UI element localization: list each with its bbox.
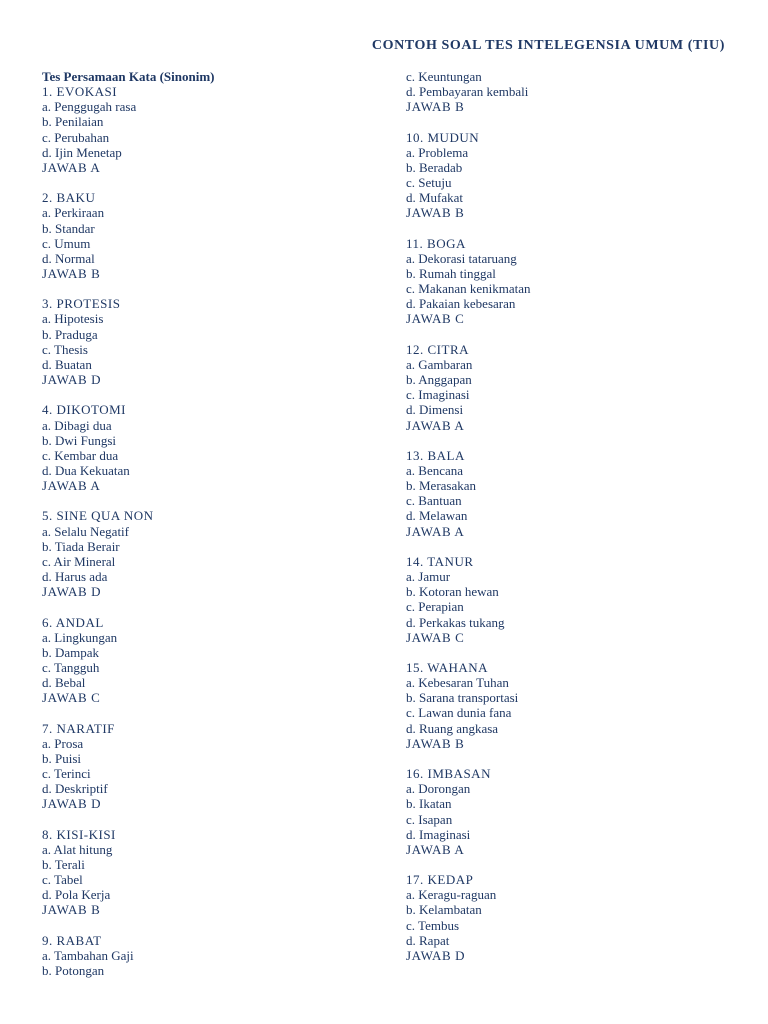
option-line: b. Tiada Berair xyxy=(42,538,120,554)
option-line: b. Kotoran hewan xyxy=(406,584,499,600)
question-title: 13. BALA xyxy=(406,447,465,463)
option-line: a. Lingkungan xyxy=(42,629,118,645)
option-line: c. Terinci xyxy=(42,766,91,782)
option-line: a. Dorongan xyxy=(406,781,471,797)
option-line: c. Tembus xyxy=(406,917,460,933)
option-line: b. Puisi xyxy=(42,750,82,766)
left-column xyxy=(42,69,362,978)
option-line: d. Dua Kekuatan xyxy=(42,463,130,479)
option-line: d. Melawan xyxy=(406,508,468,524)
option-line: a. Keragu-raguan xyxy=(406,887,497,903)
answer-line: JAWAB C xyxy=(406,629,465,645)
option-line: d. Ijin Menetap xyxy=(42,144,122,160)
option-line: c. Thesis xyxy=(42,341,88,357)
question-block xyxy=(406,236,726,327)
question-block xyxy=(42,827,362,918)
answer-line: JAWAB D xyxy=(406,947,466,963)
option-line: c. Imaginasi xyxy=(406,387,470,403)
option-line: b. Kelambatan xyxy=(406,902,482,918)
question-title: 16. IMBASAN xyxy=(406,766,491,782)
question-block xyxy=(42,190,362,281)
answer-line: JAWAB B xyxy=(42,902,101,918)
answer-line: JAWAB A xyxy=(406,841,465,857)
option-line: a. Dibagi dua xyxy=(42,417,112,433)
option-line: b. Merasakan xyxy=(406,478,477,494)
question-title: 7. NARATIF xyxy=(42,720,115,736)
option-line: a. Jamur xyxy=(406,569,451,585)
question-block xyxy=(42,296,362,387)
right-column xyxy=(406,69,726,963)
answer-line: JAWAB B xyxy=(406,735,465,751)
question-list-left xyxy=(42,84,362,978)
answer-line: JAWAB D xyxy=(42,796,102,812)
option-line: a. Problema xyxy=(406,144,469,160)
answer-line: JAWAB A xyxy=(42,159,101,175)
question-block xyxy=(42,402,362,493)
question-block xyxy=(406,660,726,751)
question-title: 15. WAHANA xyxy=(406,660,489,675)
option-line: a. Kebesaran Tuhan xyxy=(406,675,509,691)
option-line: d. Rapat xyxy=(406,932,450,948)
option-line: a. Alat hitung xyxy=(42,841,113,857)
question-title: 3. PROTESIS xyxy=(42,296,121,312)
answer-line: JAWAB D xyxy=(42,584,102,600)
answer-line: JAWAB B xyxy=(406,99,465,115)
page-title: CONTOH SOAL TES INTELEGENSIA UMUM (TIU) xyxy=(371,38,725,53)
option-line: d. Pakaian kebesaran xyxy=(406,296,516,312)
option-line: c. Isapan xyxy=(406,811,453,827)
question-block xyxy=(42,933,362,978)
option-line: c. Tabel xyxy=(42,872,83,888)
option-line: c. Umum xyxy=(42,235,91,251)
option-line: a. Selalu Negatif xyxy=(42,523,129,539)
question-continuation xyxy=(406,69,726,114)
option-line: d. Buatan xyxy=(42,356,92,372)
option-line: b. Potongan xyxy=(42,963,105,979)
question-title: 9. RABAT xyxy=(42,932,102,948)
question-block xyxy=(406,448,726,539)
option-line: c. Keuntungan xyxy=(406,69,482,84)
option-line: d. Dimensi xyxy=(406,402,464,418)
option-line: c. Tangguh xyxy=(42,660,100,676)
option-line: c. Air Mineral xyxy=(42,553,116,569)
answer-line: JAWAB B xyxy=(42,266,101,282)
option-line: b. Ikatan xyxy=(406,796,452,812)
question-title: 11. BOGA xyxy=(406,235,466,251)
section-heading: Tes Persamaan Kata (Sinonim) xyxy=(42,69,215,84)
option-line: b. Dwi Fungsi xyxy=(42,432,117,448)
option-line: c. Setuju xyxy=(406,175,452,191)
option-line: b. Dampak xyxy=(42,644,100,660)
option-line: d. Deskriptif xyxy=(42,781,108,797)
option-line: a. Gambaran xyxy=(406,356,473,372)
question-block xyxy=(406,766,726,857)
question-title: 8. KISI-KISI xyxy=(42,826,116,842)
answer-line: JAWAB A xyxy=(42,478,101,494)
question-block xyxy=(42,84,362,175)
option-line: a. Tambahan Gaji xyxy=(42,947,134,963)
option-line: a. Penggugah rasa xyxy=(42,99,137,115)
option-line: d. Normal xyxy=(42,250,95,266)
option-line: c. Kembar dua xyxy=(42,447,119,463)
question-block xyxy=(406,554,726,645)
question-block xyxy=(406,872,726,963)
option-line: a. Prosa xyxy=(42,735,84,751)
option-line: b. Praduga xyxy=(42,326,98,342)
answer-line: JAWAB A xyxy=(406,417,465,433)
option-line: d. Mufakat xyxy=(406,190,464,206)
option-line: d. Perkakas tukang xyxy=(406,614,505,630)
option-line: a. Dekorasi tataruang xyxy=(406,250,517,266)
option-line: b. Rumah tinggal xyxy=(406,266,496,281)
answer-line: JAWAB B xyxy=(406,205,465,221)
option-line: d. Imaginasi xyxy=(406,826,471,842)
option-line: d. Bebal xyxy=(42,675,86,691)
option-line: a. Hipotesis xyxy=(42,311,104,327)
question-title: 10. MUDUN xyxy=(406,129,480,145)
option-line: c. Makanan kenikmatan xyxy=(406,281,531,297)
question-title: 4. DIKOTOMI xyxy=(42,402,126,418)
option-line: d. Pola Kerja xyxy=(42,887,111,903)
question-title: 6. ANDAL xyxy=(42,614,104,630)
option-line: b. Standar xyxy=(42,220,95,236)
question-title: 2. BAKU xyxy=(42,190,96,206)
option-line: c. Perubahan xyxy=(42,129,110,145)
question-block xyxy=(42,508,362,599)
question-block xyxy=(406,130,726,221)
option-line: d. Pembayaran kembali xyxy=(406,84,529,100)
question-block xyxy=(42,615,362,706)
question-block xyxy=(42,721,362,812)
option-line: b. Beradab xyxy=(406,159,463,175)
option-line: a. Perkiraan xyxy=(42,205,105,221)
answer-line: JAWAB D xyxy=(42,372,102,388)
answer-line: JAWAB A xyxy=(406,523,465,539)
option-line: b. Penilaian xyxy=(42,114,104,130)
option-line: b. Terali xyxy=(42,857,85,873)
option-line: c. Lawan dunia fana xyxy=(406,705,512,721)
question-title: 5. SINE QUA NON xyxy=(42,508,154,524)
question-title: 14. TANUR xyxy=(406,553,474,569)
option-line: c. Bantuan xyxy=(406,493,462,509)
option-line: b. Sarana transportasi xyxy=(406,690,519,706)
option-line: d. Harus ada xyxy=(42,569,108,585)
question-title: 1. EVOKASI xyxy=(42,84,118,100)
option-line: d. Ruang angkasa xyxy=(406,720,499,736)
option-line: c. Perapian xyxy=(406,599,464,615)
option-line: b. Anggapan xyxy=(406,372,472,388)
question-list-right xyxy=(406,130,726,963)
question-title: 17. KEDAP xyxy=(406,872,474,888)
question-title: 12. CITRA xyxy=(406,341,469,357)
question-block xyxy=(406,342,726,433)
option-line: a. Bencana xyxy=(406,463,464,478)
answer-line: JAWAB C xyxy=(406,311,465,327)
answer-line: JAWAB C xyxy=(42,690,101,706)
